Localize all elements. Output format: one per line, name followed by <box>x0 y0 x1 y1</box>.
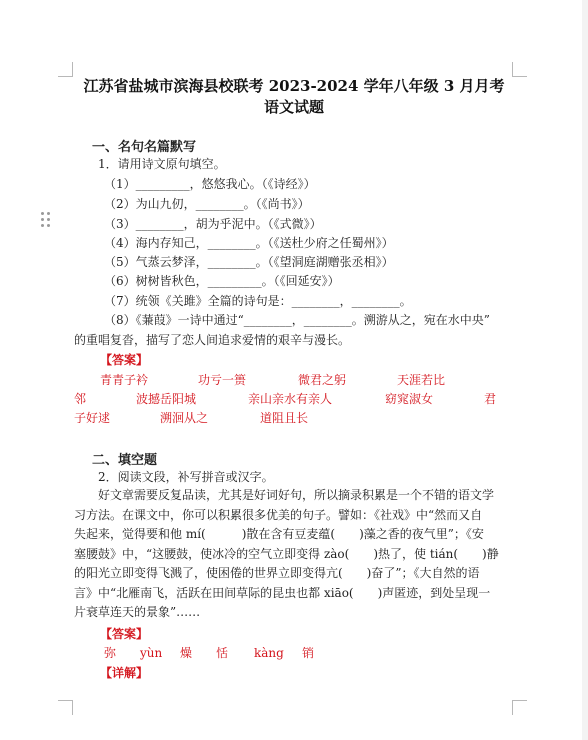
answer-1-5: 邻 <box>74 392 87 406</box>
answer-2-6: 销 <box>302 646 315 660</box>
answer-1-10: 子好逑 <box>74 411 111 425</box>
detail-label: 【详解】 <box>100 666 149 680</box>
item-4: （4）海内存知己，________。（《送杜少府之任蜀州》） <box>104 236 394 250</box>
passage-line-7: 片衰草连天的景象”…… <box>74 605 201 619</box>
passage-line-6: 言》中“北雁南飞，活跃在田间草际的昆虫也都 xiāo( )声匿迹，到处呈现一 <box>74 585 491 600</box>
item-8-continued: 的重唱复沓，描写了恋人间追求爱情的艰辛与漫长。 <box>74 333 351 347</box>
answer-2-5: kàng <box>254 646 284 660</box>
section-1-heading: 一、名句名篇默写 <box>92 140 197 155</box>
item-8: （8）《蒹葭》一诗中通过“________，________。溯游从之，宛在水中央” <box>104 313 490 327</box>
answer-label-2: 【答案】 <box>100 627 149 641</box>
answer-1-6: 波撼岳阳城 <box>136 392 197 406</box>
item-3: （3）________，胡为乎泥中。（《式微》） <box>104 217 322 231</box>
answer-1-8: 窈窕淑女 <box>385 392 434 406</box>
answer-label-1: 【答案】 <box>100 353 149 367</box>
answer-1-12: 道阻且长 <box>260 411 309 425</box>
answer-1-2: 功亏一篑 <box>198 373 247 387</box>
item-7: （7）统领《关雎》全篇的诗句是：________，________。 <box>104 294 412 308</box>
item-1: （1）_________，悠悠我心。（《诗经》） <box>104 177 316 191</box>
question-1: 1．请用诗文原句填空。 <box>98 157 226 171</box>
answer-2-3: 燥 <box>180 646 193 660</box>
passage <box>74 486 514 623</box>
answer-2-4: 恬 <box>216 646 229 660</box>
passage-line-1: 好文章需要反复品读，尤其是好词好句，所以摘录积累是一个不错的语文学 <box>98 488 495 502</box>
crop-mark-bottom-left <box>58 700 73 715</box>
title-line-2: 语文试题 <box>263 98 324 116</box>
answer-1-7: 亲山亲水有亲人 <box>248 392 333 406</box>
answer-1-3: 微君之躬 <box>298 373 347 387</box>
crop-mark-top-left <box>58 62 73 77</box>
answer-1-9: 君 <box>484 392 497 406</box>
answer-1-1: 青青子衿 <box>100 373 149 387</box>
answer-1-11: 溯洄从之 <box>160 411 209 425</box>
document-title <box>74 76 514 118</box>
item-6: （6）树树皆秋色，_________。（《回延安》） <box>104 274 340 288</box>
crop-mark-top-right <box>512 62 527 77</box>
question-2: 2．阅读文段，补写拼音或汉字。 <box>98 470 274 484</box>
vertical-scrollbar[interactable] <box>582 0 588 740</box>
passage-line-2: 习方法。在课文中，你可以积累很多优美的句子。譬如：《社戏》中“然而又自 <box>74 507 483 522</box>
passage-line-4: 塞腰鼓》中，“这腰鼓，使冰冷的空气立即变得 zào( )热了，使 tián( )静 <box>74 546 499 561</box>
drag-handle-icon[interactable] <box>40 211 52 229</box>
answer-1-4: 天涯若比 <box>397 373 446 387</box>
item-5: （5）气蒸云梦泽，________。（《望洞庭湖赠张丞相》） <box>104 255 394 269</box>
passage-line-5: 的阳光立即变得飞溅了，使困倦的世界立即变得亢( )奋了”；《大自然的语 <box>74 566 480 580</box>
answer-2-2: yùn <box>140 646 163 660</box>
title-line-1: 江苏省盐城市滨海县校联考 2023-2024 学年八年级 3 月月考 <box>83 77 505 95</box>
item-2: （2）为山九仞，________。（《尚书》） <box>104 197 310 211</box>
passage-line-3: 失起来，觉得要和他 mí( )散在含有豆麦蕴( )藻之香的夜气里”；《安 <box>74 527 484 541</box>
section-2-heading: 二、填空题 <box>92 453 158 468</box>
answer-2-1: 弥 <box>104 646 117 660</box>
crop-mark-bottom-right <box>512 700 527 715</box>
